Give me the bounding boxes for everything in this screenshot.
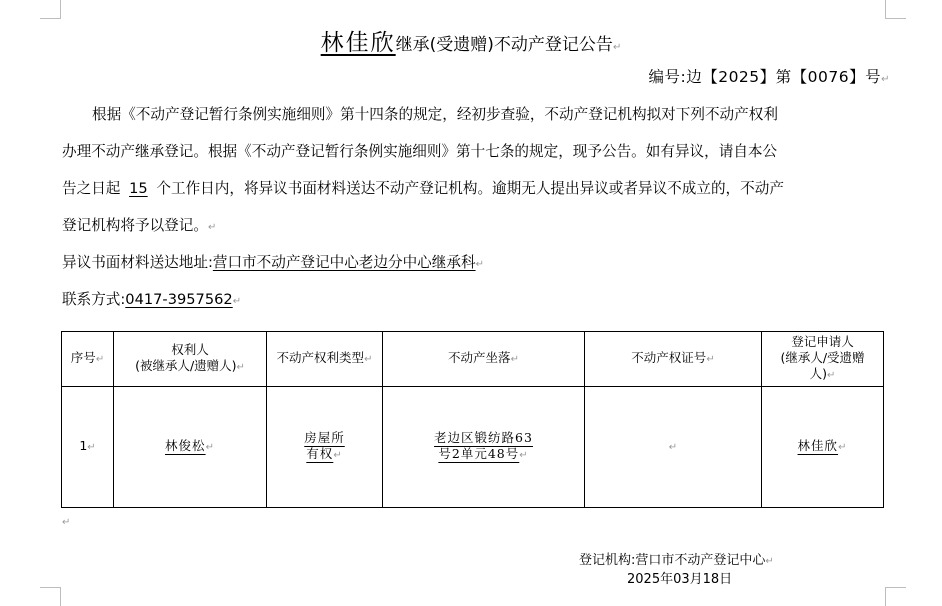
- header-right-holder: 权利人 (被继承人/遗赠人)↵: [114, 332, 267, 387]
- cell-cert-no: ↵: [585, 387, 762, 508]
- title-suffix: 继承(受遗赠)不动产登记公告: [395, 35, 613, 55]
- notice-line-3: [62, 170, 890, 207]
- objection-address-label: 异议书面材料送达地址:: [62, 254, 213, 271]
- footer-date: 2025年03月18日: [627, 572, 733, 587]
- cell-applicant: 林佳欣↵: [762, 387, 884, 508]
- notice-line-4: [62, 207, 890, 244]
- paragraph-mark-icon: ↵: [612, 42, 622, 53]
- title-holder-name: 林佳欣: [320, 30, 396, 56]
- paragraph-mark-icon: ↵: [881, 74, 890, 85]
- header-location: 不动产坐落↵: [383, 332, 585, 387]
- contact-value: 0417-3957562: [125, 291, 233, 308]
- document-title: [0, 24, 942, 57]
- crop-mark-top-right: [885, 0, 906, 19]
- notice-line-2: 办理不动产继承登记。根据《不动产登记暂行条例实施细则》第十七条的规定，现予公告。如有异议，请自本公: [62, 143, 778, 160]
- cell-right-type: 房屋所 有权↵: [267, 387, 383, 508]
- crop-mark-top-left: [40, 0, 61, 19]
- paragraph-mark-icon: ↵: [475, 259, 484, 270]
- paragraph-mark-icon: ↵: [62, 517, 71, 528]
- notice-line-1: 根据《不动产登记暂行条例实施细则》第十四条的规定，经初步查验，不动产登记机构拟对下列不动产权利: [92, 106, 778, 123]
- notice-body: [62, 96, 890, 318]
- crop-mark-bottom-right: [885, 587, 906, 606]
- crop-mark-bottom-left: [40, 587, 61, 606]
- document-number: [648, 65, 890, 87]
- paragraph-mark-icon: ↵: [207, 222, 217, 233]
- contact-info: [62, 281, 890, 318]
- table-row: [62, 387, 884, 508]
- cell-right-holder: 林俊松↵: [114, 387, 267, 508]
- paragraph-mark-icon: ↵: [232, 296, 242, 307]
- objection-address-value: 营口市不动产登记中心老边分中心继承科: [212, 254, 476, 271]
- notice-line-3-suffix: 个工作日内，将异议书面材料送达不动产登记机构。逾期无人提出异议或者异议不成立的，不动产: [156, 180, 784, 197]
- cell-location: 老边区锻纺路63 号2单元48号↵: [383, 387, 585, 508]
- footer-registration-org: 登记机构:营口市不动产登记中心↵: [579, 553, 774, 568]
- document-number-text: 编号:边【2025】第【0076】号: [648, 68, 882, 86]
- header-right-type: 不动产权利类型↵: [267, 332, 383, 387]
- header-applicant: 登记申请人 (继承人/受遗赠 人)↵: [762, 332, 884, 387]
- objection-address: [62, 244, 890, 281]
- notice-line-4-text: 登记机构将予以登记。: [62, 217, 208, 234]
- cell-seq: 1↵: [62, 387, 114, 508]
- registration-table: [61, 331, 884, 508]
- header-seq: 序号↵: [62, 332, 114, 387]
- objection-days: 15: [129, 180, 148, 197]
- table-header-row: [62, 332, 884, 387]
- contact-label: 联系方式:: [62, 291, 126, 308]
- header-cert-no: 不动产权证号↵: [585, 332, 762, 387]
- notice-line-3-prefix: 告之日起: [62, 180, 121, 197]
